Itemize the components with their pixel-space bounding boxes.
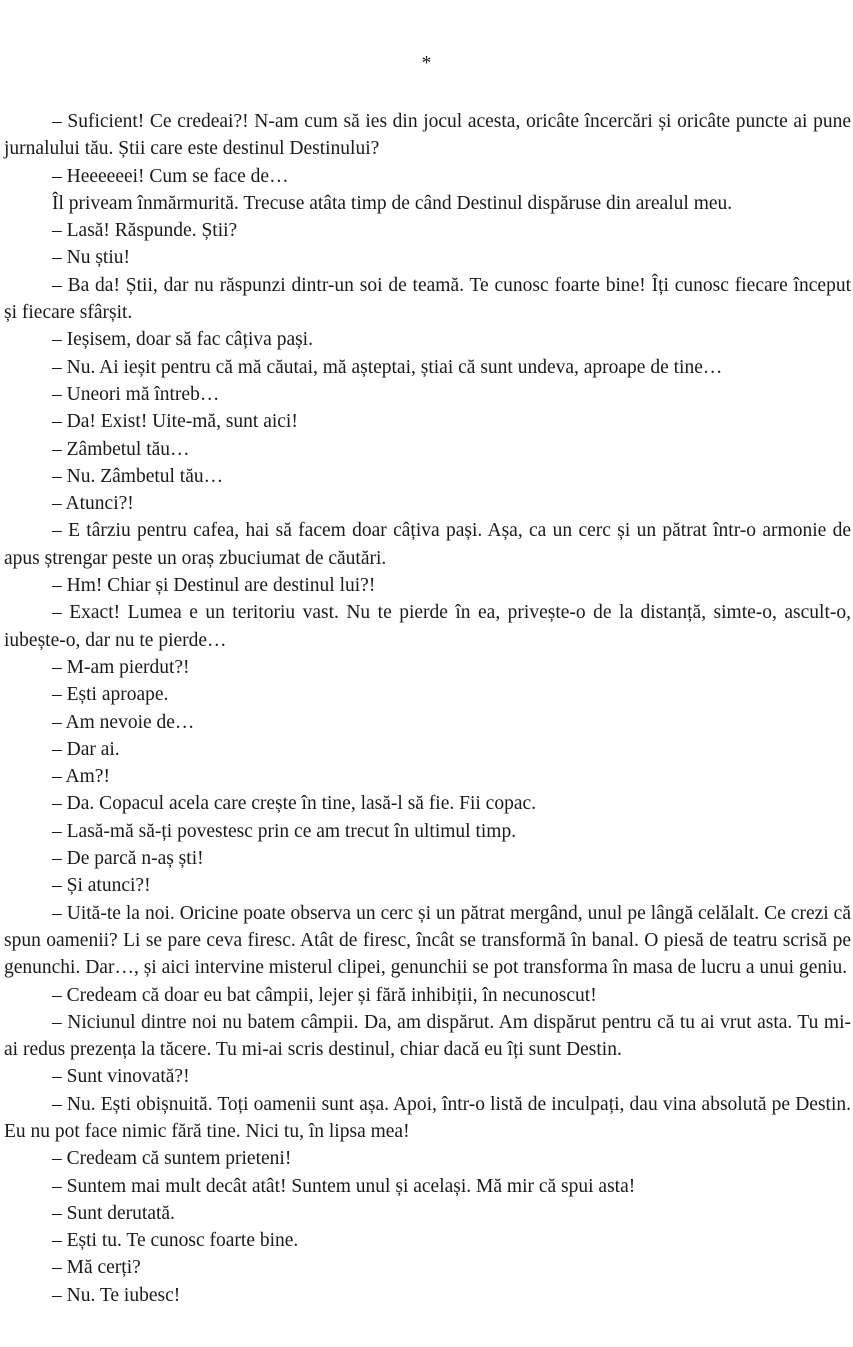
paragraph: – Uită-te la noi. Oricine poate observa un cerc și un pătrat mergând, unul pe lângă celălalt. Ce crezi că spun oamenii? Li se pare ceva firesc. Atât de firesc, încât se transformă în banal. O piesă de teatru scrisă pe genunchi. Dar…, și aici intervine misterul clipei, genunchii se pot transforma în masa de lucru a unui geniu.	[4, 902, 851, 979]
paragraph: – Lasă! Răspunde. Știi?	[52, 220, 238, 242]
paragraph: Îl priveam înmărmurită. Trecuse atâta timp de când Destinul dispăruse din arealul meu.	[52, 192, 733, 214]
paragraph: – Ieșisem, doar să fac câțiva pași.	[52, 329, 313, 351]
paragraph: – Am?!	[52, 766, 110, 788]
paragraph: – Suntem mai mult decât atât! Suntem unul și același. Mă mir că spui asta!	[52, 1175, 636, 1197]
paragraph: – Ești tu. Te cunosc foarte bine.	[52, 1230, 299, 1252]
paragraph: – Da! Exist! Uite-mă, sunt aici!	[52, 411, 298, 433]
paragraph: – Nu. Zâmbetul tău…	[52, 465, 224, 487]
paragraph: – Exact! Lumea e un teritoriu vast. Nu te pierde în ea, privește-o de la distanță, simte-o, ascult-o, iubește-o, dar nu te pierde…	[4, 602, 851, 651]
paragraph: – Mă cerți?	[52, 1257, 141, 1279]
paragraph: – Sunt derutată.	[52, 1202, 175, 1224]
paragraph: – Suficient! Ce credeai?! N-am cum să ies din jocul acesta, oricâte încercări și oricâte puncte ai pune jurnalului tău. Știi care este destinul Destinului?	[4, 111, 851, 160]
paragraph: – Ba da! Știi, dar nu răspunzi dintr-un soi de teamă. Te cunosc foarte bine! Îți cunosc fiecare început și fiecare sfârșit.	[4, 274, 851, 324]
dialogue-text	[4, 108, 851, 1309]
paragraph: – Am nevoie de…	[52, 711, 195, 733]
paragraph: – Sunt vinovată?!	[52, 1066, 190, 1088]
paragraph: – M-am pierdut?!	[52, 656, 190, 678]
paragraph: – Lasă-mă să-ți povestesc prin ce am trecut în ultimul timp.	[52, 820, 517, 842]
paragraph: – Nu știu!	[52, 247, 130, 269]
paragraph: – Niciunul dintre noi nu batem câmpii. Da, am dispărut. Am dispărut pentru că tu ai vrut asta. Tu mi-ai redus prezența la tăcere. Tu mi-ai scris destinul, chiar dacă eu îți sunt Destin.	[4, 1011, 851, 1061]
paragraph: – Zâmbetul tău…	[52, 438, 190, 460]
paragraph: – Credeam că doar eu bat câmpii, lejer și fără inhibiții, în necunoscut!	[52, 984, 597, 1006]
paragraph: – Dar ai.	[52, 738, 120, 760]
paragraph: – Atunci?!	[52, 493, 134, 515]
paragraph: – Da. Copacul acela care crește în tine, lasă-l să fie. Fii copac.	[52, 793, 537, 815]
paragraph: – Nu. Ești obișnuită. Toți oamenii sunt așa. Apoi, într-o listă de inculpați, dau vina absolută pe Destin. Eu nu pot face nimic fără tine. Nici tu, în lipsa mea!	[4, 1093, 851, 1142]
section-separator: *	[421, 53, 432, 74]
paragraph: – Ești aproape.	[52, 684, 169, 706]
paragraph: – E târziu pentru cafea, hai să facem doar câțiva pași. Așa, ca un cerc și un pătrat într-o armonie de apus ștrengar peste un oraș zbuciumat de căutări.	[4, 520, 851, 569]
paragraph: – Credeam că suntem prieteni!	[52, 1148, 292, 1170]
paragraph: – Heeeeeei! Cum se face de…	[52, 165, 289, 187]
paragraph: – Hm! Chiar și Destinul are destinul lui?!	[52, 575, 376, 597]
paragraph: – De parcă n-aș ști!	[52, 848, 204, 870]
paragraph: – Nu. Te iubesc!	[52, 1284, 181, 1306]
paragraph: – Uneori mă întreb…	[52, 383, 220, 405]
paragraph: – Și atunci?!	[52, 875, 151, 897]
paragraph: – Nu. Ai ieșit pentru că mă căutai, mă așteptai, știai că sunt undeva, aproape de tine…	[52, 356, 723, 378]
